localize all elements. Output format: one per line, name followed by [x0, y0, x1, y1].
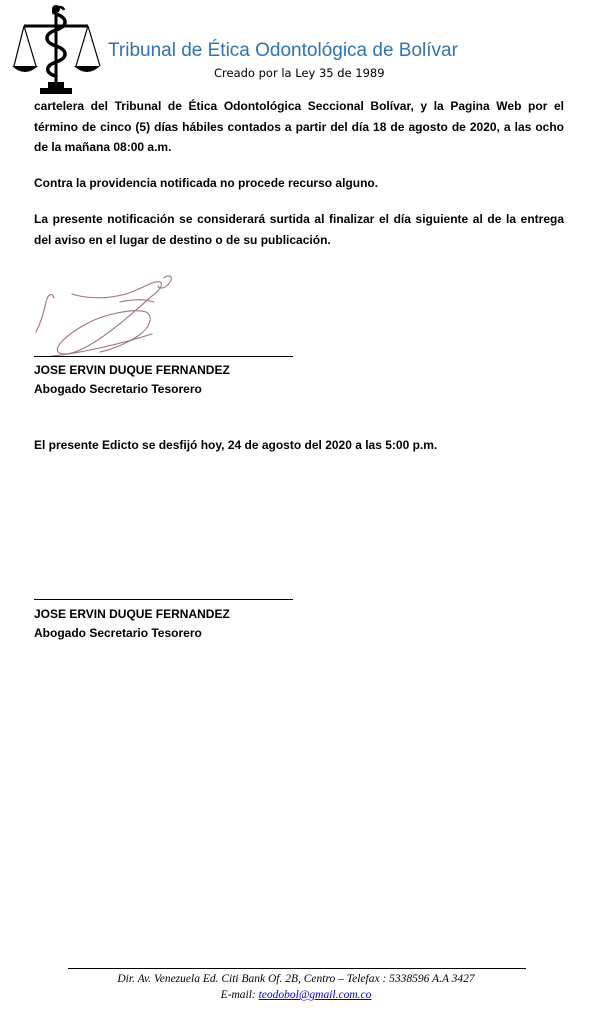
footer-address: Dir. Av. Venezuela Ed. Citi Bank Of. 2B, Centro – Telefax : 5338596 A.A 3427 — [117, 973, 475, 985]
footer-email-link[interactable]: teodobol@gmail.com.co — [258, 989, 372, 1001]
body-paragraph-no-appeal: Contra la providencia notificada no procede recurso alguno. — [34, 176, 379, 190]
document-title: Tribunal de Ética Odontológica de Bolívar — [108, 40, 458, 61]
signer-role: Abogado Secretario Tesorero — [34, 382, 202, 396]
body-paragraph-publication: cartelera del Tribunal de Ética Odontológica Seccional Bolívar, y la Pagina Web por el término de cinco (5) días hábiles contados a partir del día 18 de agosto de 2020, a las ocho de la mañana 08:00 a.m. — [34, 99, 564, 154]
handwritten-signature — [34, 272, 194, 362]
signature-line — [34, 356, 293, 357]
signer-role: Abogado Secretario Tesorero — [34, 626, 202, 640]
body-paragraph-notification: La presente notificación se considerará surtida al finalizar el día siguiente al de la entrega del aviso en el lugar de destino o de su publicación. — [34, 212, 564, 247]
footer-email-label: E-mail: — [220, 989, 259, 1001]
footer-email — [0, 989, 592, 1001]
signer-name: JOSE ERVIN DUQUE FERNANDEZ — [34, 607, 230, 621]
document-subtitle: Creado por la Ley 35 de 1989 — [214, 66, 385, 80]
signature-line — [34, 599, 293, 600]
tribunal-logo — [10, 2, 102, 98]
edict-removal-notice: El presente Edicto se desfijó hoy, 24 de agosto del 2020 a las 5:00 p.m. — [34, 438, 438, 452]
footer-divider — [68, 968, 526, 969]
signer-name: JOSE ERVIN DUQUE FERNANDEZ — [34, 363, 230, 377]
